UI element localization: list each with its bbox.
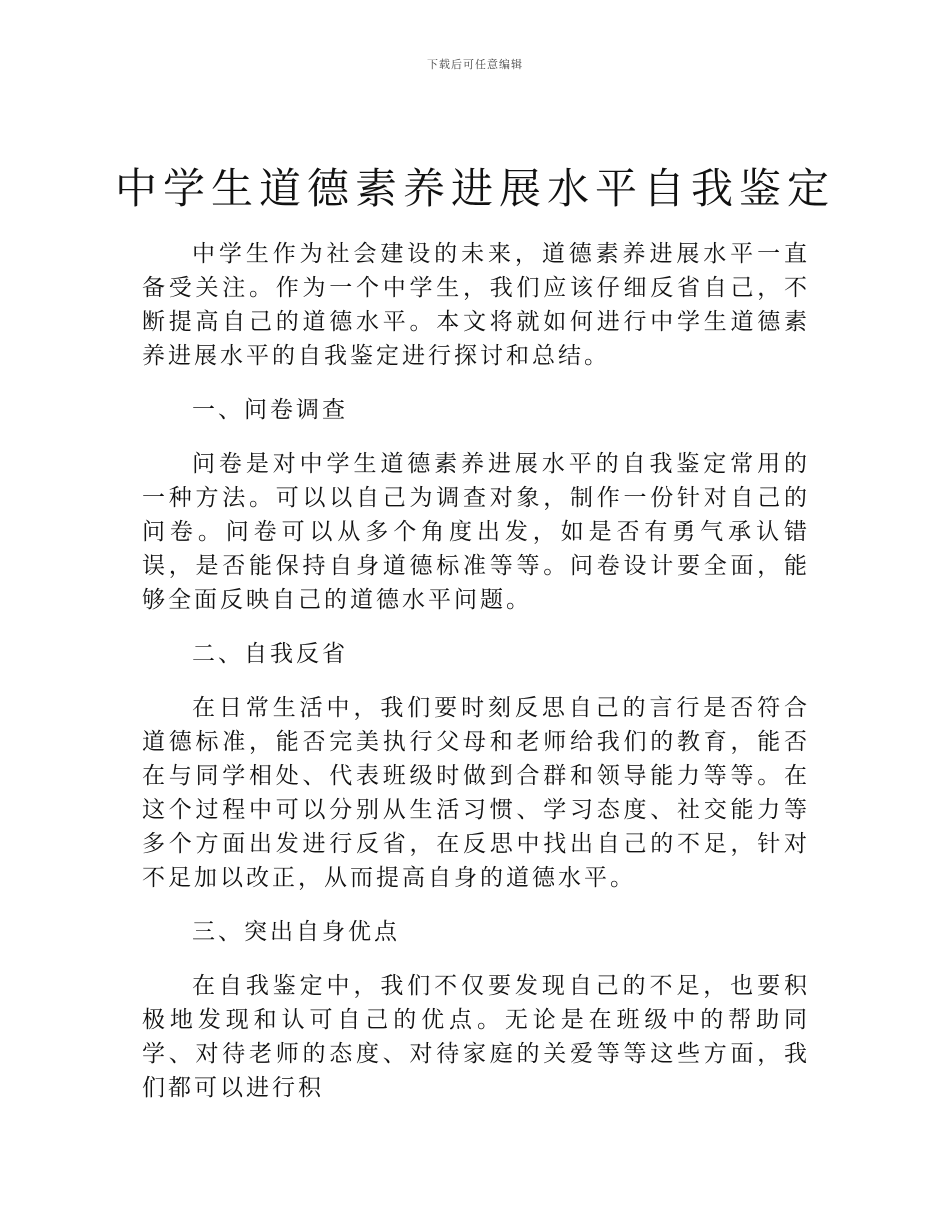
document-body	[142, 237, 810, 1105]
intro-paragraph: 中学生作为社会建设的未来，道德素养进展水平一直备受关注。作为一个中学生，我们应该仔细反省自己，不断提高自己的道德水平。本文将就如何进行中学生道德素养进展水平的自我鉴定进行探讨和总结。	[142, 241, 810, 369]
section-text-questionnaire: 问卷是对中学生道德素养进展水平的自我鉴定常用的一种方法。可以以自己为调查对象，制作一份针对自己的问卷。问卷可以从多个角度出发，如是否有勇气承认错误，是否能保持自身道德标准等等。问卷设计要全面，能够全面反映自己的道德水平问题。	[142, 451, 810, 613]
section-text-strengths: 在自我鉴定中，我们不仅要发现自己的不足，也要积极地发现和认可自己的优点。无论是在班级中的帮助同学、对待老师的态度、对待家庭的关爱等等这些方面，我们都可以进行积	[142, 973, 810, 1101]
header-note: 下载后可任意编辑	[427, 58, 523, 71]
section-heading-strengths: 三、突出自身优点	[192, 919, 400, 945]
section-heading-self-reflection: 二、自我反省	[192, 641, 348, 667]
section-text-self-reflection: 在日常生活中，我们要时刻反思自己的言行是否符合道德标准，能否完美执行父母和老师给我们的教育，能否在与同学相处、代表班级时做到合群和领导能力等等。在这个过程中可以分别从生活习惯、学习态度、社交能力等多个方面出发进行反省，在反思中找出自己的不足，针对不足加以改正，从而提高自身的道德水平。	[142, 695, 810, 891]
section-heading-questionnaire: 一、问卷调查	[192, 397, 348, 423]
document-title: 中学生道德素养进展水平自我鉴定	[114, 164, 835, 213]
